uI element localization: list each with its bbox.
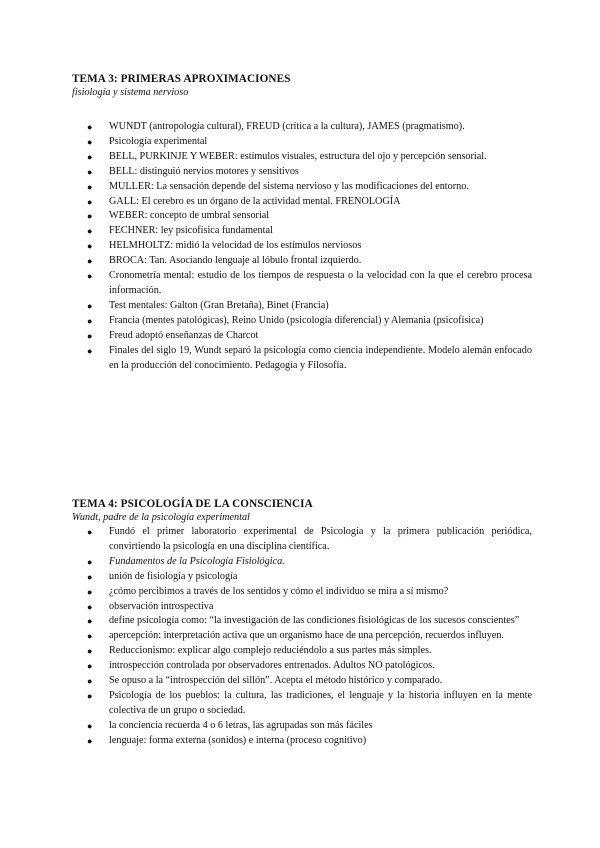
list-item-text: Test mentales: Galton (Gran Bretaña), Binet (Francia) <box>109 299 329 311</box>
list-item <box>72 629 532 644</box>
bullet-icon: ● <box>87 166 93 177</box>
list-item-text: BROCA: Tan. Asociando lenguaje al lóbulo frontal izquierdo. <box>109 255 362 267</box>
list-item <box>72 555 532 570</box>
section-subtitle: Wundt, padre de la psicología experimental <box>72 512 250 523</box>
list-item-text: Psicología experimental <box>109 135 208 147</box>
list-item-text: unión de fisiología y psicología <box>109 570 238 582</box>
bullet-icon: ● <box>87 720 93 731</box>
section-title: TEMA 3: PRIMERAS APROXIMACIONES <box>72 73 291 85</box>
bullet-icon: ● <box>87 646 93 657</box>
list-item <box>72 120 532 135</box>
bullet-icon: ● <box>87 196 93 207</box>
list-item-text: Cronometría mental: estudio de los tiempos de respuesta o la velocidad con la que el cerebro procesa información. <box>109 270 532 296</box>
list-item <box>72 585 532 600</box>
list-item <box>72 719 532 734</box>
bullet-icon: ● <box>87 241 93 252</box>
list-item <box>72 195 532 210</box>
bullet-icon: ● <box>87 616 93 627</box>
list-item <box>72 659 532 674</box>
list-item-text: Finales del siglo 19, Wundt separó la psicología como ciencia independiente. Modelo alemán enfocado en la producción del conocimiento. Pedagogía y Filosofía. <box>109 344 532 371</box>
list-item <box>72 150 532 165</box>
bullet-icon: ● <box>87 122 93 132</box>
list-item-text: HELMHOLTZ: midió la velocidad de los estímulos nerviosos <box>109 240 362 252</box>
list-item <box>72 239 532 254</box>
list-item-text: Freud adoptó enseñanzas de Charcot <box>109 329 259 341</box>
bullet-icon: ● <box>87 315 93 326</box>
list-item-text: Francia (mentes patológicas), Reino Unido (psicología diferencial) y Alemania (psicofísica) <box>109 314 484 326</box>
list-item <box>72 689 532 719</box>
list-item-text: lenguaje: forma externa (sonidos) e interna (proceso cognitivo) <box>109 734 367 746</box>
section-tema-4 <box>72 497 532 749</box>
list-item <box>72 614 532 629</box>
section-title: TEMA 4: PSICOLOGÍA DE LA CONSCIENCIA <box>72 498 313 510</box>
list-item-text: introspección controlada por observadores entrenados. Adultos NO patológicos. <box>109 660 435 672</box>
list-item <box>72 525 532 555</box>
bullet-icon: ● <box>87 571 93 582</box>
list-item <box>72 644 532 659</box>
list-item <box>72 180 532 195</box>
list-item-text: Psicología de los pueblos: la cultura, las tradiciones, el lenguaje y la historia influyen en la mente colectiva de un grupo o sociedad. <box>109 689 532 716</box>
bullet-icon: ● <box>87 735 93 746</box>
list-item <box>72 209 532 224</box>
list-item-text: observación introspectiva <box>109 600 214 612</box>
list-item <box>72 674 532 689</box>
list-item-text: BELL: distinguió nervios motores y sensitivos <box>109 165 299 177</box>
list-item <box>72 570 532 585</box>
section-subtitle: fisiología y sistema nervioso <box>72 87 189 98</box>
list-item <box>72 329 532 344</box>
bullet-icon: ● <box>87 661 93 672</box>
bullet-icon: ● <box>87 256 93 267</box>
list-item-text: MULLER: La sensación depende del sistema nervioso y las modificaciones del entorno. <box>109 180 469 192</box>
bullet-icon: ● <box>87 330 93 341</box>
list-item <box>72 135 532 150</box>
list-item <box>72 314 532 329</box>
bullet-icon: ● <box>87 211 93 222</box>
bullet-icon: ● <box>87 300 93 311</box>
list-item <box>72 299 532 314</box>
bullet-list <box>72 525 532 749</box>
list-item-text: la conciencia recuerda 4 o 6 letras, las agrupadas son más fáciles <box>109 719 373 731</box>
list-item-text: Se opuso a la “introspección del sillón”. Acepta el método histórico y comparado. <box>109 675 443 687</box>
bullet-icon: ● <box>87 556 93 567</box>
list-item-text: Fundamentos de la Psicología Fisiológica. <box>109 555 285 567</box>
bullet-icon: ● <box>87 631 93 642</box>
list-item-text: WUNDT (antropología cultural), FREUD (crítica a la cultura), JAMES (pragmatismo). <box>109 121 465 132</box>
list-item-text: BELL, PURKINJE Y WEBER: estímulos visuales, estructura del ojo y percepción sensorial. <box>109 150 487 162</box>
list-item <box>72 344 532 374</box>
bullet-icon: ● <box>87 151 93 162</box>
list-item <box>72 600 532 615</box>
list-item-text: WEBER: concepto de umbral sensorial <box>109 210 270 222</box>
list-item-text: Fundó el primer laboratorio experimental de Psicología y la primera publicación periódica, convirtiendo la psicología en una disciplina científica. <box>109 526 532 552</box>
list-item-text: ¿cómo percibimos a través de los sentidos y cómo el individuo se mira a sí mismo? <box>109 585 449 597</box>
bullet-icon: ● <box>87 586 93 597</box>
list-item <box>72 269 532 299</box>
section-tema-3 <box>72 72 532 373</box>
list-item-text: FECHNER: ley psicofísica fundamental <box>109 225 273 237</box>
list-item <box>72 224 532 239</box>
bullet-icon: ● <box>87 601 93 612</box>
bullet-icon: ● <box>87 676 93 687</box>
bullet-icon: ● <box>87 136 93 147</box>
bullet-icon: ● <box>87 226 93 237</box>
list-item-text: define psicología como: “la investigación de las condiciones fisiológicas de los sucesos conscientes” <box>109 615 520 627</box>
list-item-text: apercepción: interpretación activa que un organismo hace de una percepción, recuerdos influyen. <box>109 630 504 642</box>
list-item <box>72 254 532 269</box>
list-item <box>72 165 532 180</box>
list-item <box>72 734 532 749</box>
bullet-list <box>72 120 532 373</box>
bullet-icon: ● <box>87 345 93 356</box>
list-item-text: GALL: El cerebro es un órgano de la actividad mental. FRENOLOGÍA <box>109 195 401 207</box>
bullet-icon: ● <box>87 271 93 282</box>
bullet-icon: ● <box>87 527 93 537</box>
list-item-text: Reduccionismo: explicar algo complejo reduciéndolo a sus partes más simples. <box>109 645 432 657</box>
bullet-icon: ● <box>87 181 93 192</box>
bullet-icon: ● <box>87 690 93 701</box>
